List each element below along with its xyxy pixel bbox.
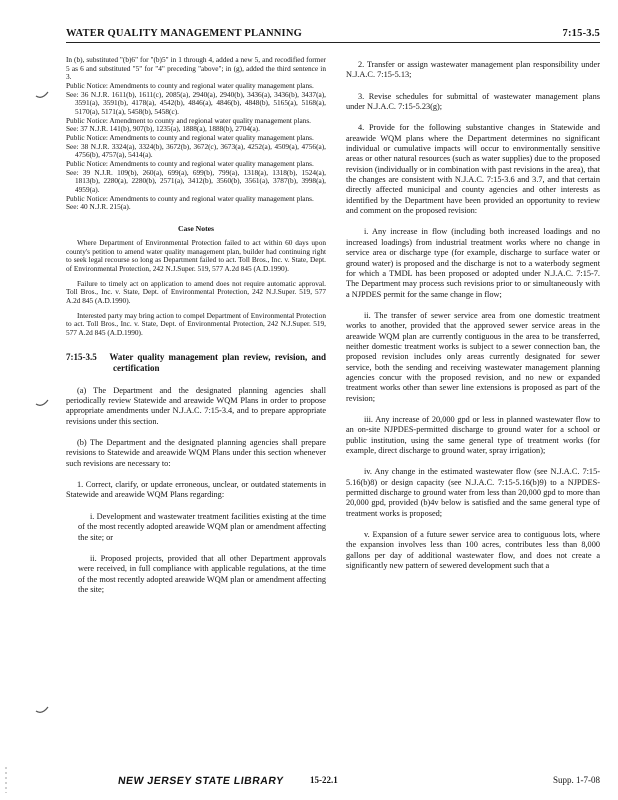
history-note: See: 36 N.J.R. 1611(b), 1611(c), 2085(a), 2940(a), 2940(b), 3436(a), 3436(b), 3437(a), 3591(a), 3591(b), 4178(a), 4542(b), 4846(a), 4846(b), 4848(b), 5165(a), 5168(a), 5170(a), 5171(a), 5458(b), 5458(c).	[66, 89, 326, 116]
paragraph-b4i: i. Any increase in flow (including both increased loadings and no increased loadings) from industrial treatment works where no change in service area or discharge type (for example, discharge to surface water or ground water) is proposed and the discharge is not to a waterbody segment for which a TMDL has been proposed or adopted under N.J.A.C. 7:15-7. The Department may process such revisions prior to or simultaneously with a NJPDES permit for the same change in flow;	[346, 227, 600, 299]
binder-hole-mark-icon	[35, 705, 49, 719]
paragraph-b4ii: ii. The transfer of sewer service area from one domestic treatment works to another, provided that the approved sewer service areas in the areawide WQM plan are currently contiguous in the area to be transferred, neither domestic treatment works is subject to a sewer connection ban, the proposed revision includes only areas currently designated for sewer service, both the sending and receiving wastewater management planning agencies concur with the proposed revision, and no new or expanded treatment works other than sewer line extensions is proposed as part of the revision;	[346, 310, 600, 403]
case-note: Failure to timely act on application to amend does not require automatic approval. Toll Bros., Inc. v. State, Dept. of Environmental Protection, 242 N.J.Super. 519, 577 A.2d 845 (A.D.1990).	[66, 278, 326, 306]
paragraph-b1: 1. Correct, clarify, or update erroneous, unclear, or outdated statements in Statewide and areawide WQM Plans regarding:	[66, 480, 326, 500]
history-note: Public Notice: Amendment to county and regional water quality management plans.	[66, 115, 311, 125]
paragraph-b1i: i. Development and wastewater treatment facilities existing at the time of the most recently adopted areawide WQM plan or amendment affecting the site; or	[78, 511, 326, 542]
section-number: 7:15-3.5	[66, 351, 97, 362]
section-heading	[66, 352, 326, 374]
header-section-number: 7:15-3.5	[562, 28, 600, 39]
library-stamp: NEW JERSEY STATE LIBRARY	[117, 775, 285, 787]
header-title: WATER QUALITY MANAGEMENT PLANNING	[66, 28, 302, 39]
subsection-a: (a) The Department and the designated planning agencies shall periodically review Statewide and areawide WQM Plans in order to propose appropriate amendments under N.J.A.C. 7:15-3.4, and to prepare appropriate revisions under this section.	[66, 385, 326, 426]
page-number: 15-22.1	[310, 775, 338, 785]
history-note: See: 39 N.J.R. 109(b), 260(a), 699(a), 699(b), 799(a), 1318(a), 1318(b), 1524(a), 1813(b), 2280(a), 2280(b), 2571(a), 3412(b), 3560(b), 3561(a), 3787(b), 3998(a), 4959(a).	[66, 167, 326, 194]
history-note: See: 38 N.J.R. 3324(a), 3324(b), 3672(b), 3672(c), 3673(a), 4252(a), 4509(a), 4756(a), 4756(b), 4757(a), 5414(a).	[66, 141, 326, 160]
paragraph-b3: 3. Revise schedules for submittal of wastewater management plans under N.J.A.C. 7:15-5.23(g);	[346, 91, 600, 112]
binder-hole-mark-icon	[35, 398, 49, 412]
history-notes	[66, 56, 326, 212]
history-note: Public Notice: Amendments to county and regional water quality management plans.	[66, 80, 314, 90]
paragraph-b4iii: iii. Any increase of 20,000 gpd or less in planned wastewater flow to an on-site NJPDES-permitted discharge to ground water for a school or public institution, using the same general type of treatment works (for example, direct discharge to ground water, spray irrigation);	[346, 414, 600, 455]
supplement-date: Supp. 1-7-08	[553, 775, 600, 785]
case-note: Interested party may bring action to compel Department of Environmental Protection to act. Toll Bros., Inc. v. State, Dept. of Environmental Protection, 242 N.J.Super. 519, 577 A.2d 845 (A.D.1990).	[66, 310, 326, 338]
history-note: See: 37 N.J.R. 141(b), 907(b), 1235(a), 1888(a), 1888(b), 2704(a).	[66, 124, 260, 134]
paragraph-b2: 2. Transfer or assign wastewater management plan responsibility under N.J.A.C. 7:15-5.13;	[346, 60, 600, 80]
running-header	[66, 22, 600, 43]
paragraph-b4v: v. Expansion of a future sewer service area to contiguous lots, where the expansion involves less than 100 acres, contributes less than 8,000 gallons per day of additional wastewater flow, and does not create a significantly new pattern of sewered development such that a	[346, 530, 600, 571]
history-note: Public Notice: Amendments to county and regional water quality management plans.	[66, 132, 314, 142]
subsection-b: (b) The Department and the designated planning agencies shall prepare revisions to Statewide and areawide WQM Plans under this section whenever such revisions are necessary to:	[66, 438, 326, 468]
left-column	[66, 56, 326, 606]
section-title: Water quality management plan review, revision, and certification	[109, 351, 326, 373]
page-footer	[0, 775, 618, 795]
history-note: Public Notice: Amendments to county and regional water quality management plans.	[66, 193, 314, 203]
paragraph-b4: 4. Provide for the following substantive changes in Statewide and areawide WQM plans where the Department determines no significant individual or cumulative impacts will occur to environmentally sensitive areas or other natural resources (such as water supplies) due to the proposed revision (individually or in combination with past revisions in the area), that the changes are consistent with N.J.A.C. 7:15-3.6 and 3.7, and that certain directly affected municipal and county agencies and other interests as identified by the Department have been provided an opportunity to review and comment on the proposed revision:	[346, 123, 600, 216]
history-note: Public Notice: Amendments to county and regional water quality management plans.	[66, 158, 314, 168]
history-note: See: 40 N.J.R. 215(a).	[66, 202, 131, 212]
paragraph-b1ii: ii. Proposed projects, provided that all other Department approvals were received, in full compliance with applicable regulations, at the time of the most recently adopted areawide WQM plan or amendment affecting the site;	[78, 553, 326, 594]
case-notes-heading: Case Notes	[177, 223, 215, 233]
case-note: Where Department of Environmental Protection failed to act within 60 days upon county's petition to amend water quality management plan, builder had continuing right to seek legal recourse so long as Department failed to act. Toll Bros., Inc. v. State, Dept. of Environmental Protection, 242 N.J.Super. 519, 577 A.2d 845 (A.D.1990).	[66, 238, 326, 274]
binder-hole-mark-icon	[35, 90, 49, 104]
history-note: In (b), substituted "(b)6" for "(b)5" in 1 through 4, added a new 5, and recodified former 5 as 6 and substituted "5" for "4" preceding "above"; in (g), added the third sentence in 3.	[66, 55, 326, 82]
paragraph-b4iv: iv. Any change in the estimated wastewater flow (see N.J.A.C. 7:15-5.16(b)8) or design capacity (see N.J.A.C. 7:15-5.16(b)9) to a NJPDES-permitted discharge to ground water from less than 20,000 gpd to more than 20,000 gpd, provided (b)4v below is satisfied and the same general type of treatment works is proposed;	[346, 467, 600, 518]
right-column	[346, 60, 600, 582]
